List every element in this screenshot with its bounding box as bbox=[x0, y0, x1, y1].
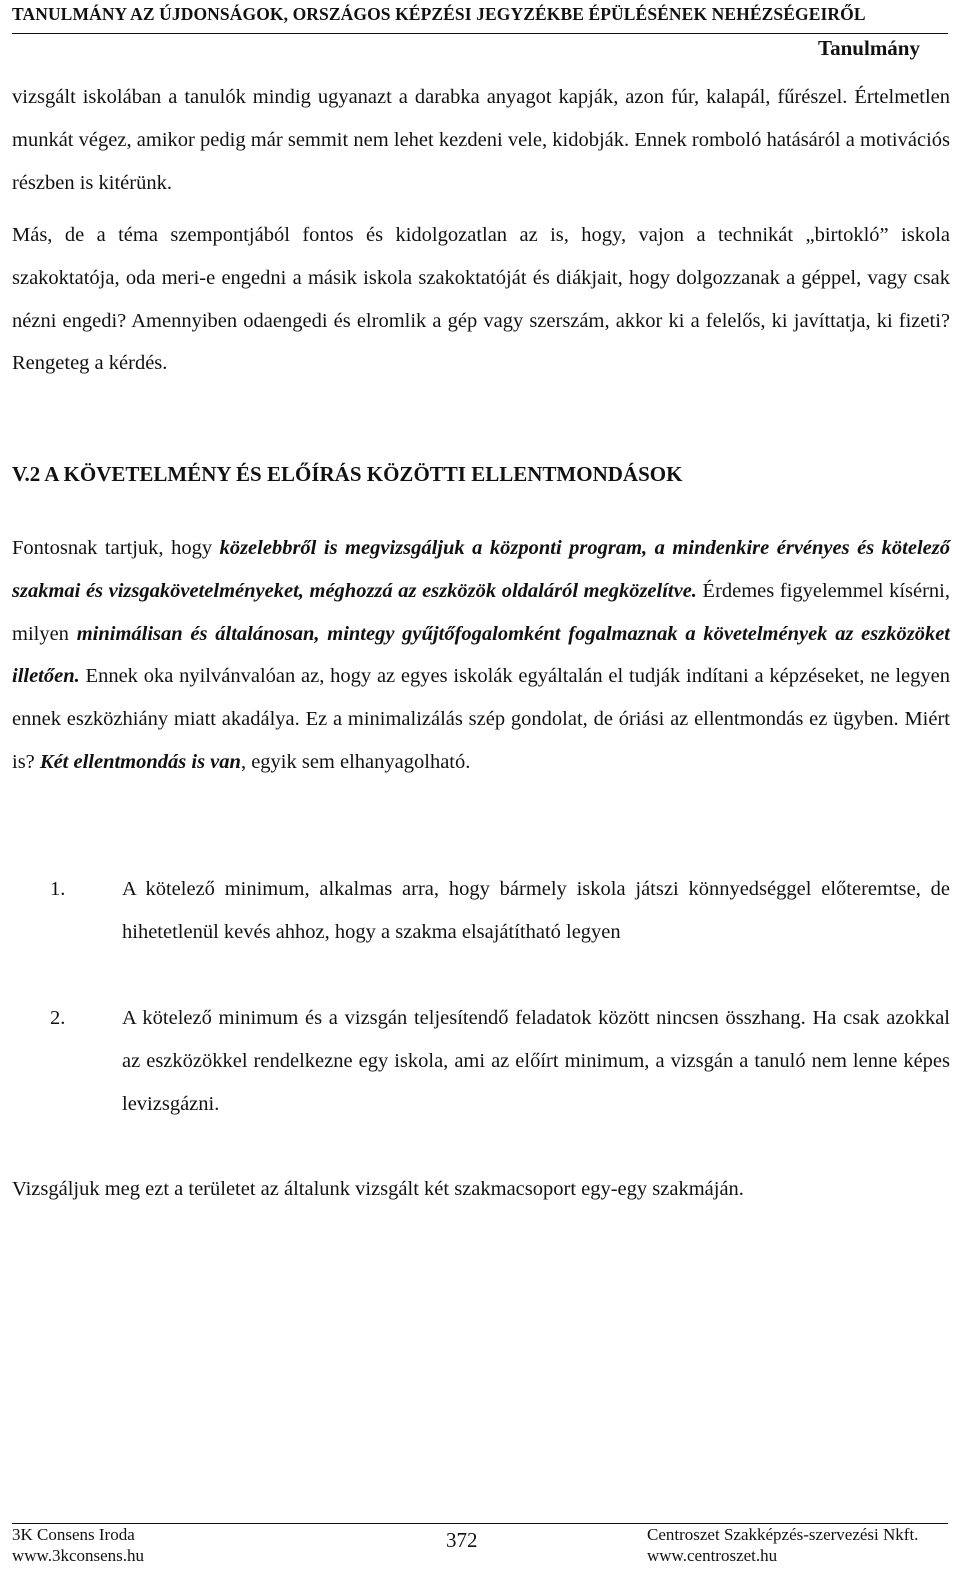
footer-left bbox=[12, 1524, 144, 1566]
footer-right bbox=[647, 1524, 918, 1566]
footer-org-url: www.3kconsens.hu bbox=[12, 1546, 145, 1565]
list-item-text: A kötelező minimum, alkalmas arra, hogy bármely iskola játszi könnyedséggel előteremtse, de hihetetlenül kevés ahhoz, hogy a szakma elsajátítható legyen bbox=[122, 878, 950, 943]
p3-text-e: Ennek oka nyilvánvalóan az, hogy az egyes iskolák egyáltalán el tudják indítani a képzéseket, ne legyen ennek eszközhiány miatt akadálya. Ez a minimalizálás szép gondolat, de óriási az ellentmondás ez ügyben. Miért is? bbox=[12, 665, 950, 773]
list-item-number: 2. bbox=[50, 1007, 66, 1029]
p3-text-g: , egyik sem elhanyagolható. bbox=[240, 750, 471, 773]
footer-partner-url: www.centroszet.hu bbox=[647, 1546, 778, 1565]
footer-org-name: 3K Consens Iroda bbox=[12, 1525, 135, 1544]
p3-emphasis-d: minimálisan és általánosan, mintegy gyűjtőfogalomként fogalmaznak a követelmények az eszközöket illetően. bbox=[12, 622, 951, 688]
paragraph-1: vizsgált iskolában a tanulók mindig ugyanazt a darabka anyagot kapják, azon fúr, kalapál, fűrészel. Értelmetlen munkát végez, amikor pedig már semmit nem lehet kezdeni vele, kidobják. Ennek romboló hatásáról a motivációs részben is kitérünk. bbox=[12, 86, 950, 194]
header-divider bbox=[12, 33, 948, 34]
list-item-number: 1. bbox=[50, 878, 66, 900]
p3-text-c: Érdemes figyelemmel kísérni, milyen bbox=[12, 579, 950, 645]
paragraph-3 bbox=[12, 527, 950, 784]
footer-partner-name: Centroszet Szakképzés-szervezési Nkft. bbox=[647, 1525, 919, 1544]
p3-text-a: Fontosnak tartjuk, hogy bbox=[12, 537, 220, 559]
p3-emphasis-b: közelebbről is megvizsgáljuk a központi program, a mindenkire érvényes és kötelező szakmai és vizsgakövetelményeket, méghozzá az eszközök oldaláról megközelítve. bbox=[12, 537, 950, 602]
p3-emphasis-f: Két ellentmondás is van bbox=[39, 750, 241, 773]
running-header-title: TANULMÁNY AZ ÚJDONSÁGOK, ORSZÁGOS KÉPZÉSI JEGYZÉKBE ÉPÜLÉSÉNEK NEHÉZSÉGEIRŐL bbox=[12, 4, 866, 24]
section-heading: V.2 A KÖVETELMÉNY ÉS ELŐÍRÁS KÖZÖTTI ELLENTMONDÁSOK bbox=[12, 462, 683, 486]
paragraph-2: Más, de a téma szempontjából fontos és kidolgozatlan az is, hogy, vajon a technikát „birtokló” iskola szakoktatója, oda meri-e engedni a másik iskola szakoktatóját és diákjait, hogy dolgozzanak a géppel, vagy csak nézni engedi? Amennyiben odaengedi és elromlik a gép vagy szerszám, akkor ki a felelős, ki javíttatja, ki fizeti? Rengeteg a kérdés. bbox=[12, 224, 950, 375]
paragraph-4: Vizsgáljuk meg ezt a területet az általunk vizsgált két szakmacsoport egy-egy szakmáján. bbox=[12, 1178, 744, 1200]
running-header-subtitle: Tanulmány bbox=[818, 36, 920, 60]
page-number: 372 bbox=[446, 1528, 478, 1552]
list-item-text: A kötelező minimum és a vizsgán teljesítendő feladatok között nincsen összhang. Ha csak azokkal az eszközökkel rendelkezne egy iskola, ami az előírt minimum, a vizsgán a tanuló nem lenne képes levizsgázni. bbox=[122, 1007, 950, 1115]
